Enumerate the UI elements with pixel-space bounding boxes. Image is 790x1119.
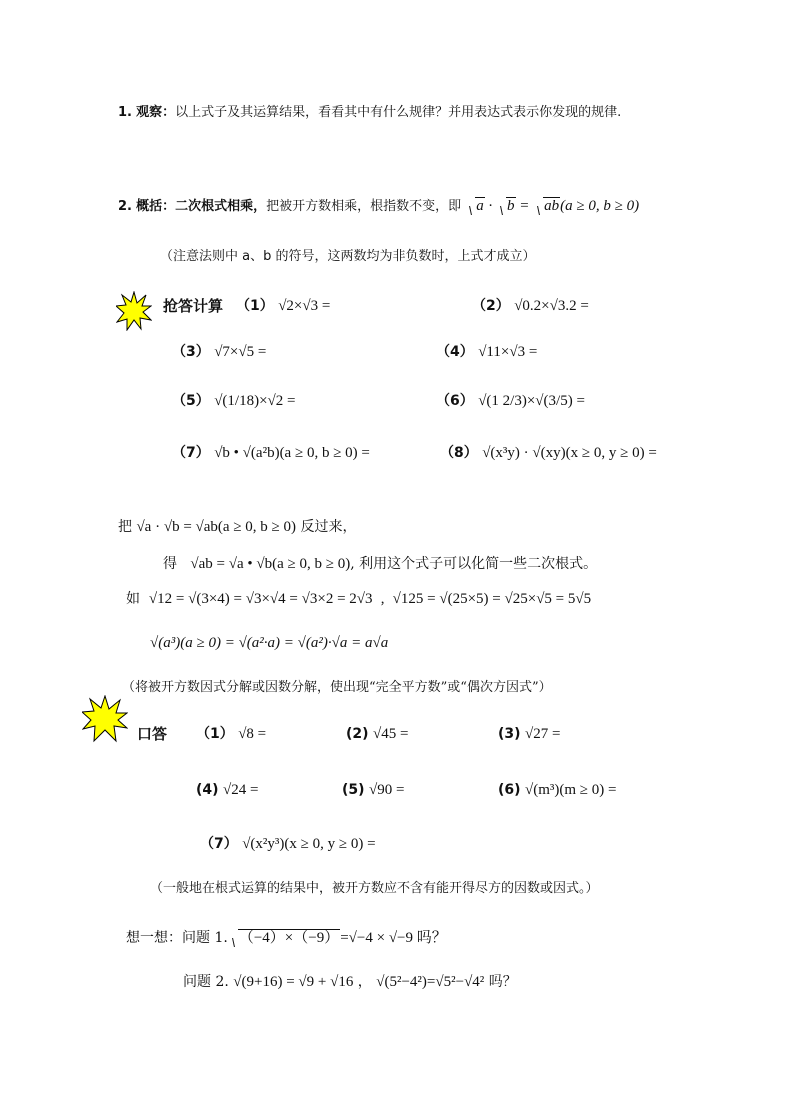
example-3: √(a³)(a ≥ 0) = √(a²·a) = √(a²)·√a = a√a <box>150 635 389 651</box>
quick-item-2: （2） √0.2×√3.2 = <box>472 298 589 314</box>
quick-item-3: （3） √7×√5 = <box>172 344 267 360</box>
note-2: （将被开方数因式分解或因数分解，使出现“完全平方数”或“偶次方因式”） <box>122 680 552 695</box>
think-question-1: 想一想：问题 1. （−4）×（−9）=√−4 × √−9 吗？ <box>126 930 447 946</box>
oral-item-3: (3) √27 = <box>498 726 561 742</box>
reverse-line-2: 得 √ab = √a • √b(a ≥ 0, b ≥ 0), 利用这个式子可以化简一些二次根式。 <box>163 556 598 572</box>
quick-item-4: （4） √11×√3 = <box>436 344 538 360</box>
quick-item-8: （8） √(x³y) · √(xy)(x ≥ 0, y ≥ 0) = <box>440 445 657 461</box>
quick-item-5: （5） √(1/18)×√2 = <box>172 393 296 409</box>
example-1: √12 = √(3×4) = √3×√4 = √3×2 = 2√3 <box>148 591 373 607</box>
reverse-line-3: 如 √12 = √(3×4) = √3×√4 = √3×2 = 2√3 , √125 = √(25×5) = √25×√5 = 5√5 <box>126 591 592 607</box>
question-1: 1. 观察：以上式子及其运算结果，看看其中有什么规律？并用表达式表示你发现的规律. <box>118 105 622 120</box>
oral-item-4: (4) √24 = <box>196 782 259 798</box>
quick-item-7: （7） √b • √(a²b)(a ≥ 0, b ≥ 0) = <box>172 445 370 461</box>
oral-item-2: (2) √45 = <box>346 726 409 742</box>
reverse-line-1: 把 √a · √b = √ab(a ≥ 0, b ≥ 0) 反过来， <box>118 519 357 535</box>
star-burst-icon <box>116 291 152 331</box>
note-3: （一般地在根式运算的结果中，被开方数应不含有能开得尽方的因数或因式。） <box>150 881 599 896</box>
example-2: √125 = √(25×5) = √25×√5 = 5√5 <box>392 591 592 607</box>
star-burst-icon <box>82 695 128 743</box>
oral-title: 口答 <box>137 725 168 743</box>
question-2: 2. 概括：二次根式相乘，把被开方数相乘，根指数不变，即 a · b = ab(a ≥ 0, b ≥ 0) <box>118 198 640 214</box>
quick-title: 抢答计算 <box>163 297 224 315</box>
oral-item-1: （1） √8 = <box>196 726 267 742</box>
quick-item-1: （1） √2×√3 = <box>236 298 331 314</box>
think-question-2: 问题 2. √(9+16) = √9 + √16 ， √(5²−4²)=√5²−√4² 吗？ <box>183 974 517 990</box>
oral-item-7: （7） √(x²y³)(x ≥ 0, y ≥ 0) = <box>200 836 376 852</box>
oral-item-5: (5) √90 = <box>342 782 405 798</box>
oral-item-6: (6) √(m³)(m ≥ 0) = <box>498 782 617 798</box>
quick-item-6: （6） √(1 2/3)×√(3/5) = <box>436 393 585 409</box>
note-1: （注意法则中 a、b 的符号，这两数均为非负数时，上式才成立） <box>160 249 536 264</box>
